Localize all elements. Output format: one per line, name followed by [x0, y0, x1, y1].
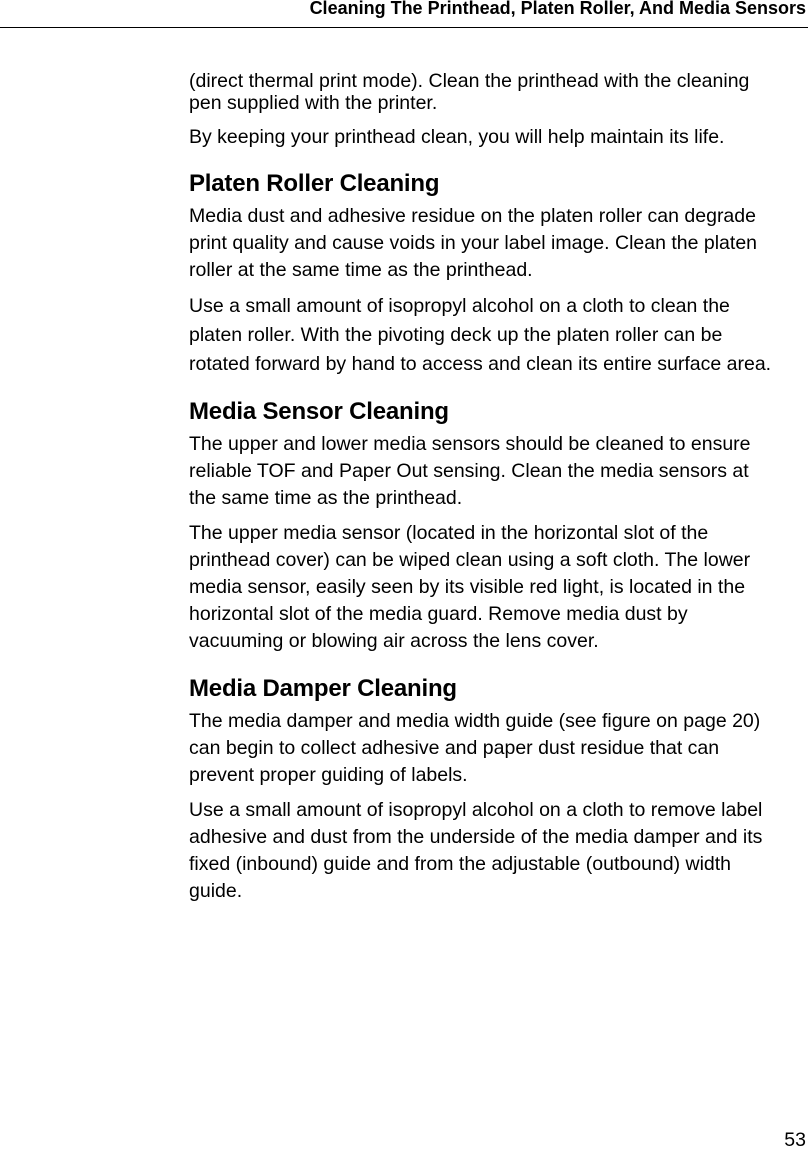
text-line: print quality and cause voids in your label image. Clean the platen	[189, 232, 758, 254]
text-line: Use a small amount of isopropyl alcohol on a cloth to clean the	[189, 295, 730, 317]
text-line: The upper media sensor (located in the horizontal slot of the	[189, 522, 709, 544]
section-1-paragraph-2	[189, 292, 808, 379]
text-line: (direct thermal print mode). Clean the printhead with the cleaning	[189, 70, 750, 92]
text-line: can begin to collect adhesive and paper dust residue that can	[189, 737, 720, 759]
page-number: 53	[784, 1129, 806, 1151]
text-line: rotated forward by hand to access and clean its entire surface area.	[189, 353, 772, 375]
text-line: Media dust and adhesive residue on the platen roller can degrade	[189, 205, 756, 227]
text-line: The upper and lower media sensors should be cleaned to ensure	[189, 433, 751, 455]
section-3-paragraph-1	[189, 708, 808, 789]
text-line: fixed (inbound) guide and from the adjustable (outbound) width	[189, 853, 732, 875]
text-line: adhesive and dust from the underside of the media damper and its	[189, 826, 763, 848]
text-line: guide.	[189, 880, 243, 902]
section-3-paragraph-2	[189, 797, 808, 905]
text-line: By keeping your printhead clean, you will help maintain its life.	[189, 126, 725, 148]
text-line: The media damper and media width guide (see figure on page 20)	[189, 710, 761, 732]
intro-paragraph-1	[189, 70, 808, 114]
text-line: vacuuming or blowing air across the lens cover.	[189, 630, 599, 652]
text-line: roller at the same time as the printhead.	[189, 259, 533, 281]
text-line: prevent proper guiding of labels.	[189, 764, 468, 786]
page-body	[189, 70, 808, 905]
text-line: horizontal slot of the media guard. Remove media dust by	[189, 603, 688, 625]
section-1-paragraph-1	[189, 203, 808, 284]
intro-paragraph-2	[189, 124, 808, 151]
section-2-paragraph-1	[189, 431, 808, 512]
text-line: Use a small amount of isopropyl alcohol on a cloth to remove label	[189, 799, 763, 821]
section-heading-media-damper-cleaning: Media Damper Cleaning	[189, 675, 457, 702]
section-2-paragraph-2	[189, 520, 808, 655]
text-line: media sensor, easily seen by its visible red light, is located in the	[189, 576, 746, 598]
text-line: pen supplied with the printer.	[189, 92, 438, 114]
text-line: printhead cover) can be wiped clean using a soft cloth. The lower	[189, 549, 751, 571]
running-header	[0, 0, 808, 28]
text-line: platen roller. With the pivoting deck up the platen roller can be	[189, 324, 723, 346]
text-line: reliable TOF and Paper Out sensing. Clean the media sensors at	[189, 460, 749, 482]
section-heading-media-sensor-cleaning: Media Sensor Cleaning	[189, 398, 449, 425]
text-line: the same time as the printhead.	[189, 487, 463, 509]
running-header-title: Cleaning The Printhead, Platen Roller, And Media Sensors	[309, 0, 806, 18]
section-heading-platen-roller-cleaning: Platen Roller Cleaning	[189, 170, 440, 197]
